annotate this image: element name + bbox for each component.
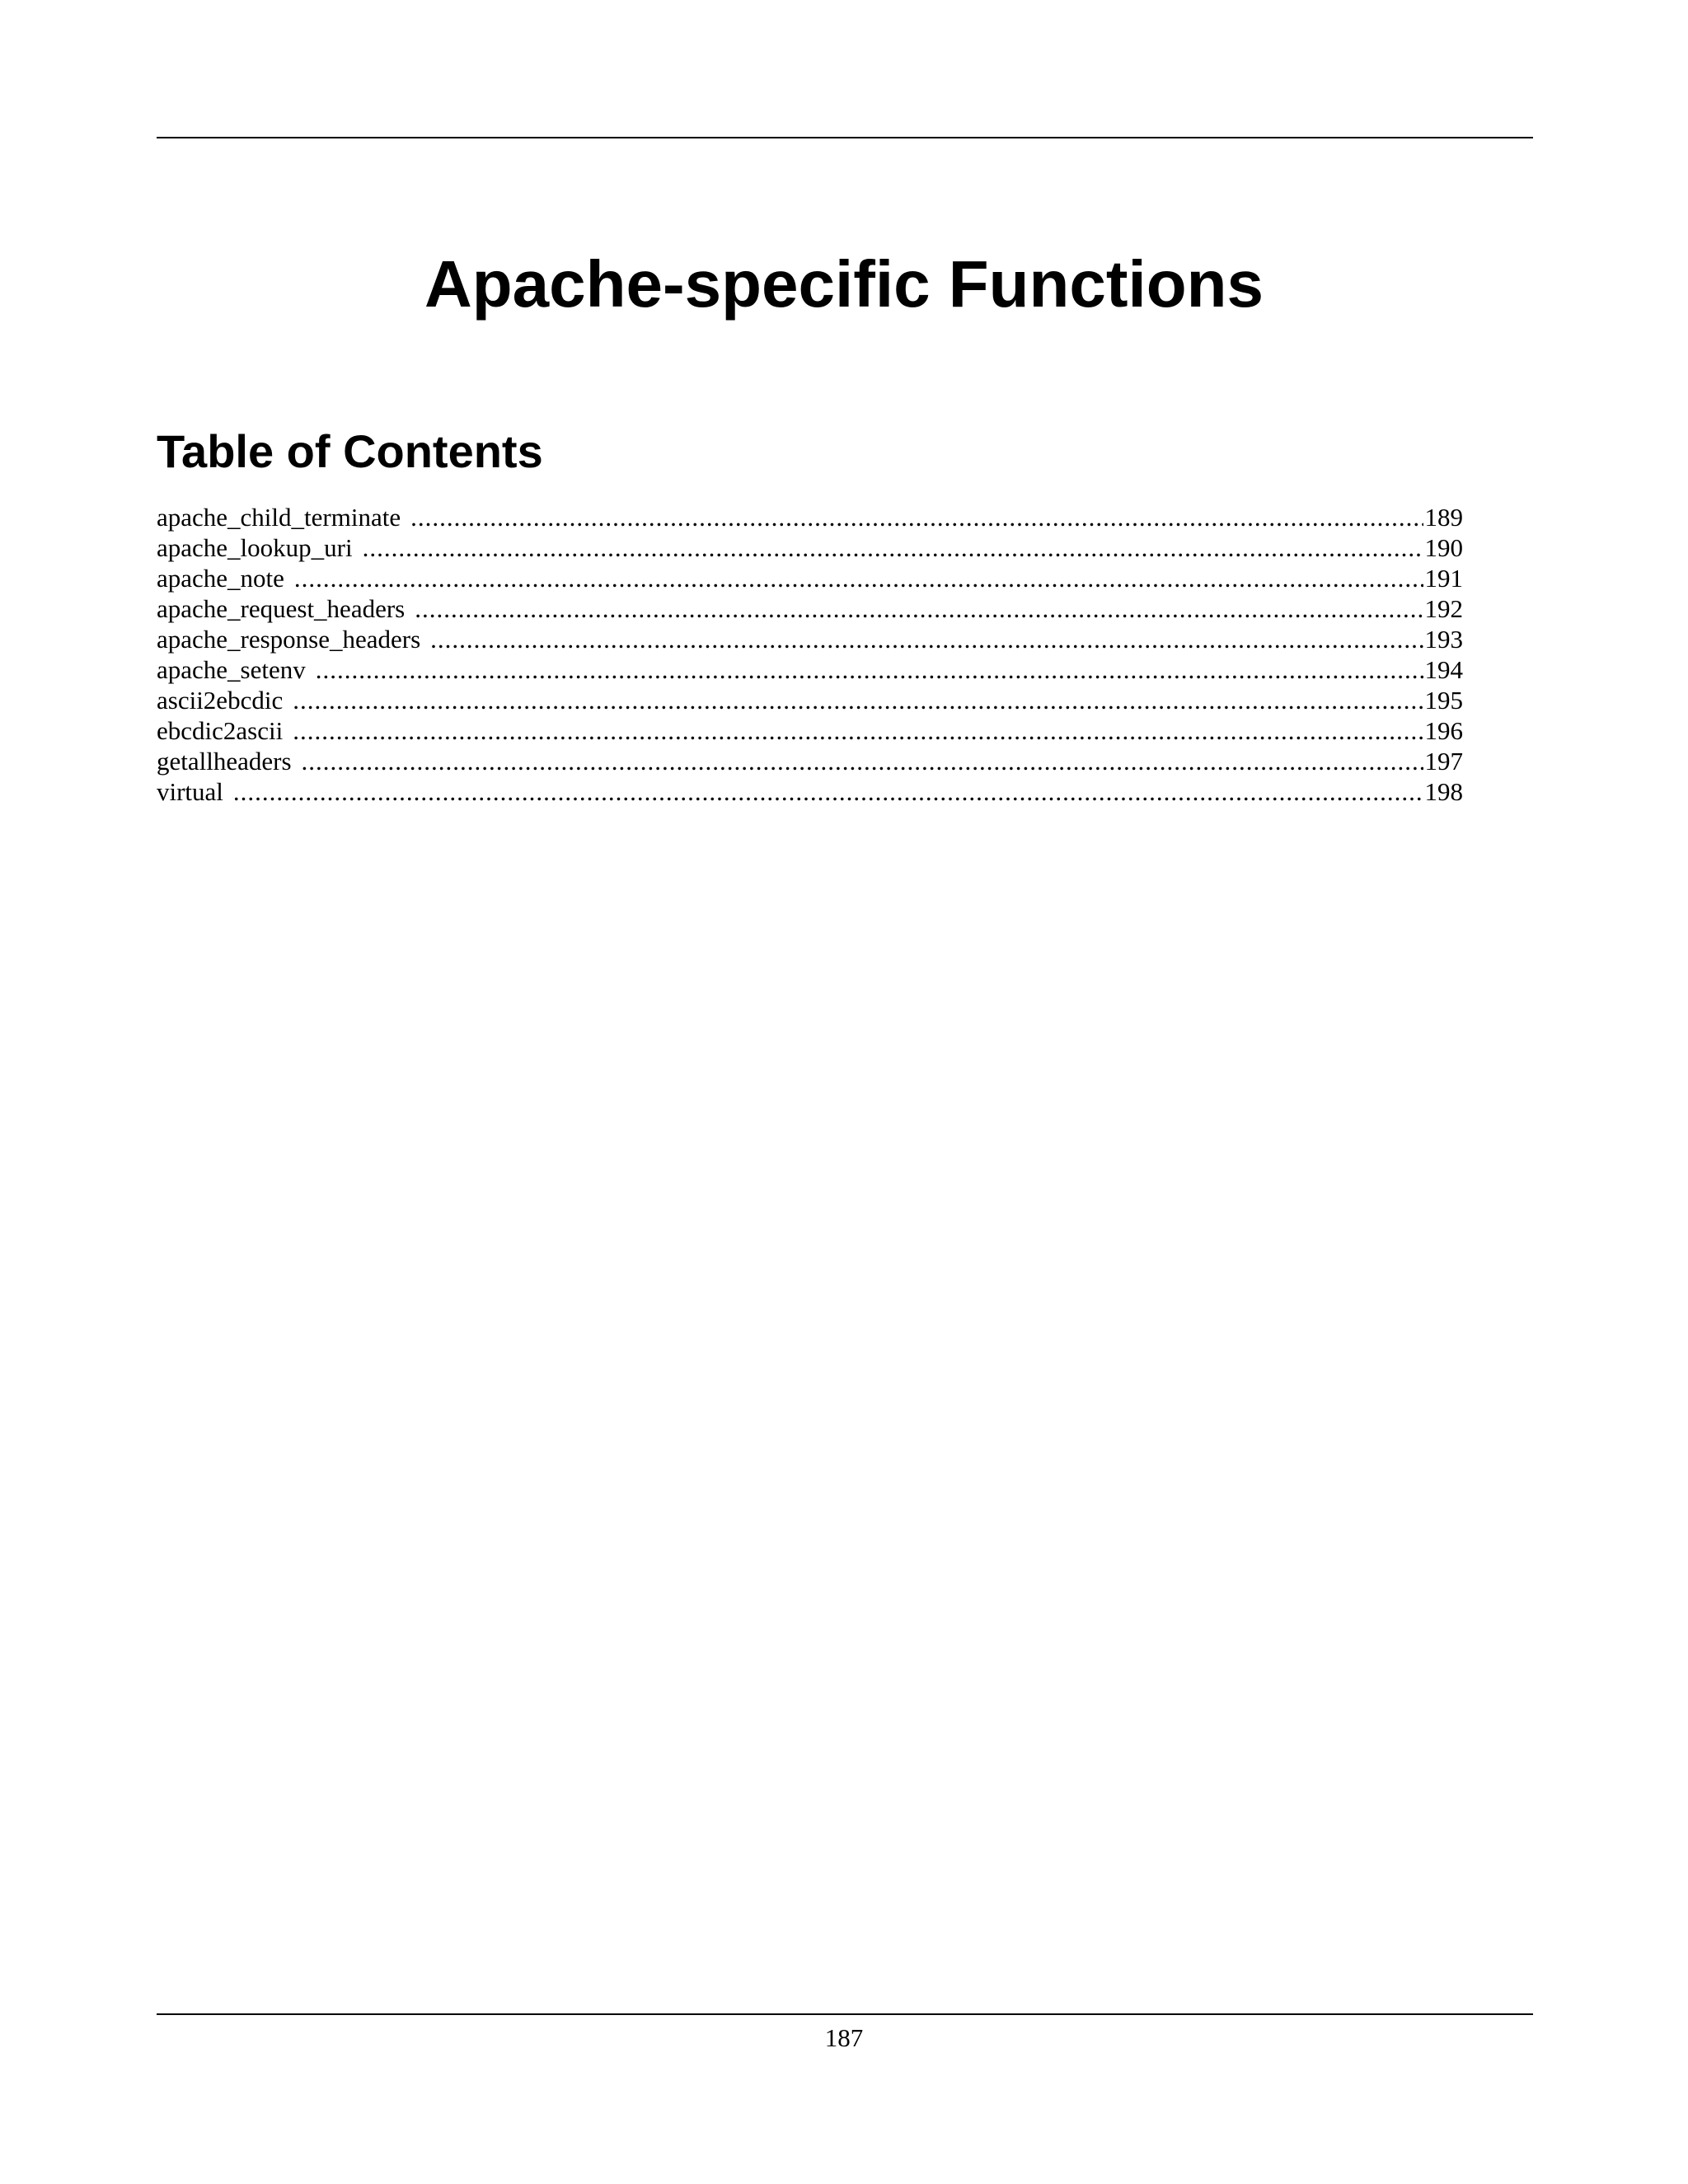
- toc-entry-page: 197: [1424, 747, 1463, 776]
- toc-entry-page: 192: [1424, 594, 1463, 623]
- toc-list: [157, 502, 1463, 807]
- toc-entry-name: apache_request_headers: [157, 594, 406, 623]
- toc-entry-ebcdic2ascii[interactable]: [157, 715, 1463, 746]
- toc-dot-leader: [294, 563, 1423, 593]
- toc-dot-leader: [430, 624, 1423, 654]
- toc-dot-leader: [316, 654, 1423, 685]
- toc-entry-name: apache_setenv: [157, 655, 306, 684]
- toc-entry-name: ascii2ebcdic: [157, 686, 284, 715]
- header-rule: [157, 137, 1533, 138]
- toc-entry-apache-request-headers[interactable]: [157, 593, 1463, 624]
- toc-dot-leader: [233, 776, 1423, 807]
- toc-entry-name: virtual: [157, 777, 223, 806]
- toc-entry-ascii2ebcdic[interactable]: [157, 685, 1463, 715]
- toc-dot-leader: [293, 685, 1423, 715]
- toc-entry-name: apache_lookup_uri: [157, 533, 353, 562]
- toc-dot-leader: [415, 593, 1423, 624]
- toc-entry-name: getallheaders: [157, 747, 292, 776]
- toc-entry-apache-setenv[interactable]: [157, 654, 1463, 685]
- toc-entry-virtual[interactable]: [157, 776, 1463, 807]
- toc-entry-name: apache_response_headers: [157, 625, 421, 654]
- toc-entry-page: 194: [1424, 655, 1463, 684]
- toc-dot-leader: [293, 715, 1423, 746]
- toc-entry-name: apache_note: [157, 564, 284, 593]
- toc-dot-leader: [363, 532, 1423, 563]
- toc-entry-page: 196: [1424, 716, 1463, 745]
- toc-entry-getallheaders[interactable]: [157, 746, 1463, 776]
- page-number: 187: [824, 2023, 864, 2052]
- toc-entry-page: 189: [1424, 503, 1463, 532]
- toc-entry-page: 191: [1424, 564, 1463, 593]
- toc-heading: Table of Contents: [157, 425, 543, 477]
- toc-dot-leader: [302, 746, 1423, 776]
- toc-entry-apache-response-headers[interactable]: [157, 624, 1463, 654]
- toc-entry-page: 198: [1424, 777, 1463, 806]
- toc-entry-name: apache_child_terminate: [157, 503, 401, 532]
- toc-entry-name: ebcdic2ascii: [157, 716, 284, 745]
- toc-entry-page: 190: [1424, 533, 1463, 562]
- chapter-title: Apache-specific Functions: [424, 247, 1264, 321]
- toc-dot-leader: [410, 502, 1423, 532]
- toc-entry-page: 193: [1424, 625, 1463, 654]
- footer-rule: [157, 2013, 1533, 2015]
- toc-entry-page: 195: [1424, 686, 1463, 715]
- toc-entry-apache-child-terminate[interactable]: [157, 502, 1463, 532]
- toc-entry-apache-note[interactable]: [157, 563, 1463, 593]
- toc-entry-apache-lookup-uri[interactable]: [157, 532, 1463, 563]
